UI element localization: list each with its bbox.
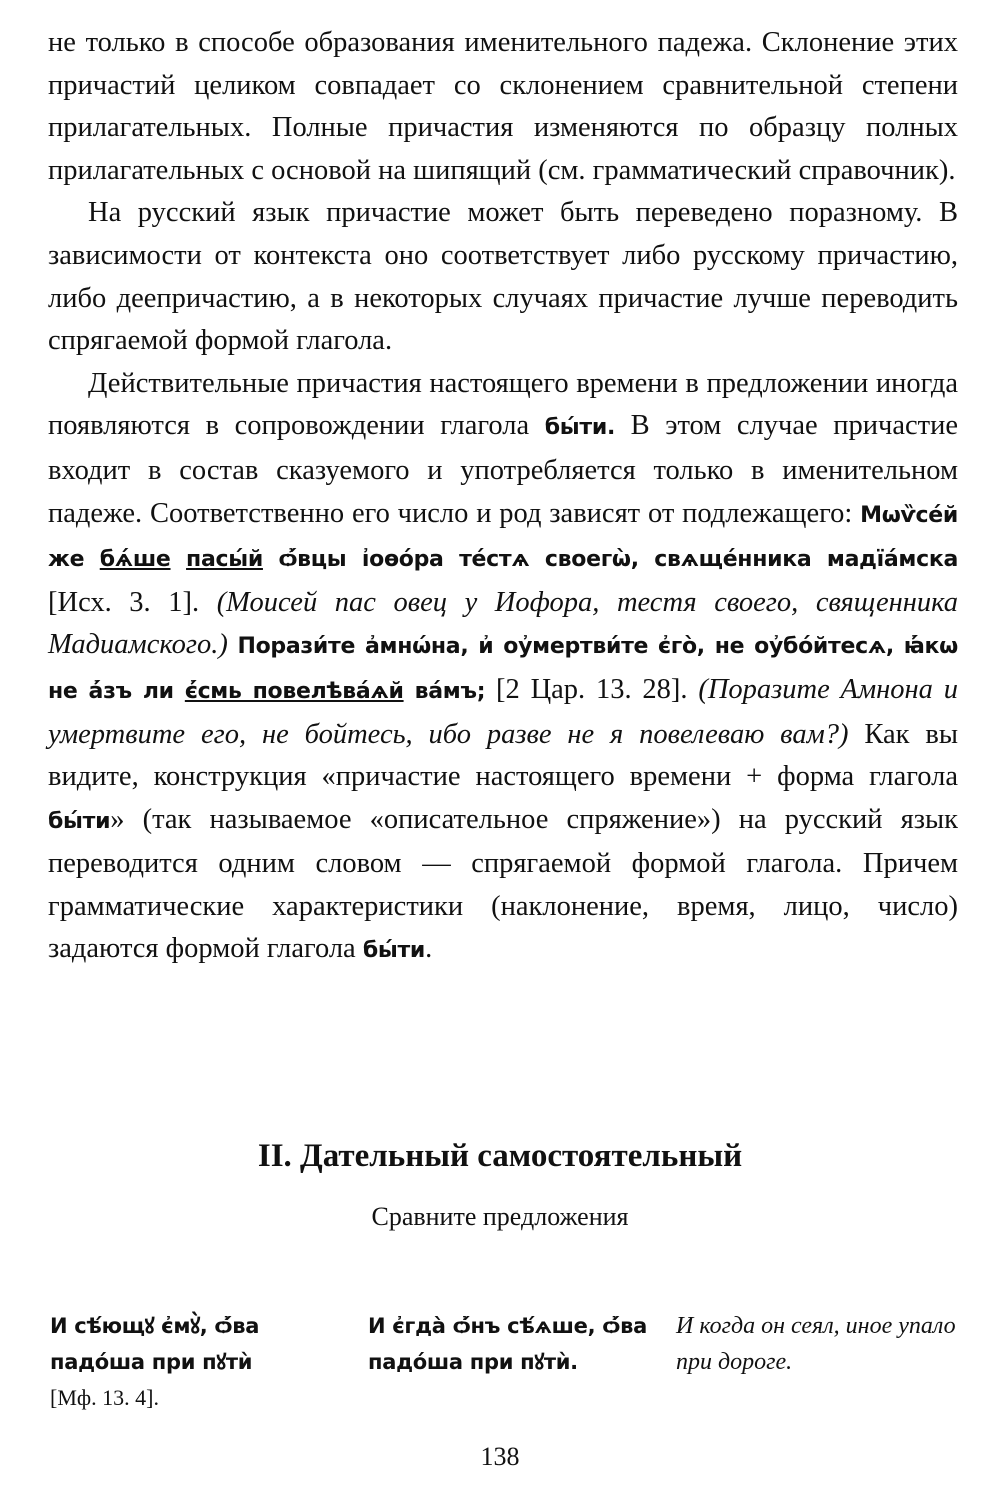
- text-span: Действительные причастия настоящего времени в предложении иногда появляются в сопровождении глагола: [48, 367, 958, 442]
- cs-underlined: бѧ́ше: [99, 547, 171, 573]
- paragraph-3: [48, 363, 958, 973]
- cs-span: Мѡѷсе́й же: [48, 502, 958, 573]
- compare-column-slavonic-1: [50, 1308, 340, 1416]
- text-span: .: [425, 933, 433, 965]
- reference: [Мф. 13. 4].: [50, 1385, 159, 1410]
- compare-column-slavonic-2: [368, 1308, 658, 1380]
- paragraph-2: На русский язык причастие может быть переведено поразному. В зависимости от контекста оно соответствует либо русскому причастию, либо деепричастию, а в некоторых случаях причастие лучше переводить спрягаемой формой глагола.: [48, 197, 958, 357]
- translation-1: (Моисей пас овец у Иофора, тестя своего, священника Мадиамского.): [48, 586, 958, 661]
- paragraph-1: не только в способе образования именительного падежа. Склонение этих причастий целиком совпадает со склонением сравнительной степени прилагательных. Полные причастия изменяются по образцу полных прилагательных с основой на шипящий (см. грамматический справочник).: [48, 27, 958, 186]
- church-slavonic-word: бы́ти.: [544, 415, 616, 441]
- reference: [Исх. 3. 1].: [48, 586, 217, 618]
- cs-underlined: пасы́й: [186, 547, 263, 573]
- text-span: В этом случае причастие входит в состав сказуемого и употребляется только в именительном падеже. Соответственно его число и род зависят от подлежащего:: [48, 410, 958, 529]
- section-heading: II. Дательный самостоятельный: [257, 1138, 743, 1174]
- page-number: 138: [480, 1442, 520, 1471]
- church-slavonic-sentence: И є҆гда̀ ѻ҆́нъ сѣ́ѧше, ѻ҆́ва падо́ша при пꙋтѝ.: [368, 1314, 647, 1374]
- cs-span: ѻ҆́вцы і҆оѳо́ра те́стѧ своегѡ̀, свѧще́нника мадїа́мска: [262, 547, 959, 573]
- cs-span: [171, 547, 187, 572]
- church-slavonic-word: бы́ти: [362, 938, 426, 964]
- translation-2: (Поразите Амнона и умертвите его, не бойтесь, ибо разве не я повелеваю вам?): [48, 673, 958, 750]
- text-span: » (так называемое «описательное спряжение») на русский язык переводится одним словом — спрягаемой формой глагола. Причем грамматические характеристики (наклонение, время, лицо, число) задаются формой глагола: [48, 803, 958, 965]
- main-text: [48, 22, 958, 973]
- reference: [2 Цар. 13. 28].: [485, 673, 699, 705]
- compare-column-russian: И когда он сеял, иное упало при дороге.: [676, 1313, 956, 1375]
- section-subheading: Сравните предложения: [371, 1202, 629, 1231]
- cs-underlined: є҆́смь повелѣва́ѧй: [184, 678, 404, 704]
- cs-span: ва́мъ;: [403, 678, 486, 704]
- text-span: Как вы видите, конструкция «причастие настоящего времени + форма глагола: [48, 718, 958, 793]
- church-slavonic-sentence: И сѣ́ющꙋ є҆мꙋ̀, ѻ҆́ва падо́ша при пꙋтѝ: [50, 1314, 260, 1374]
- cs-span: Порази́те а҆мнѡ́на, и҆ оу҆мертви́те є҆го̀, не оу҆бо́йтесѧ, ꙗ҆́кѡ не а҆́зъ ли: [48, 634, 959, 704]
- church-slavonic-word: бы́ти: [48, 808, 111, 834]
